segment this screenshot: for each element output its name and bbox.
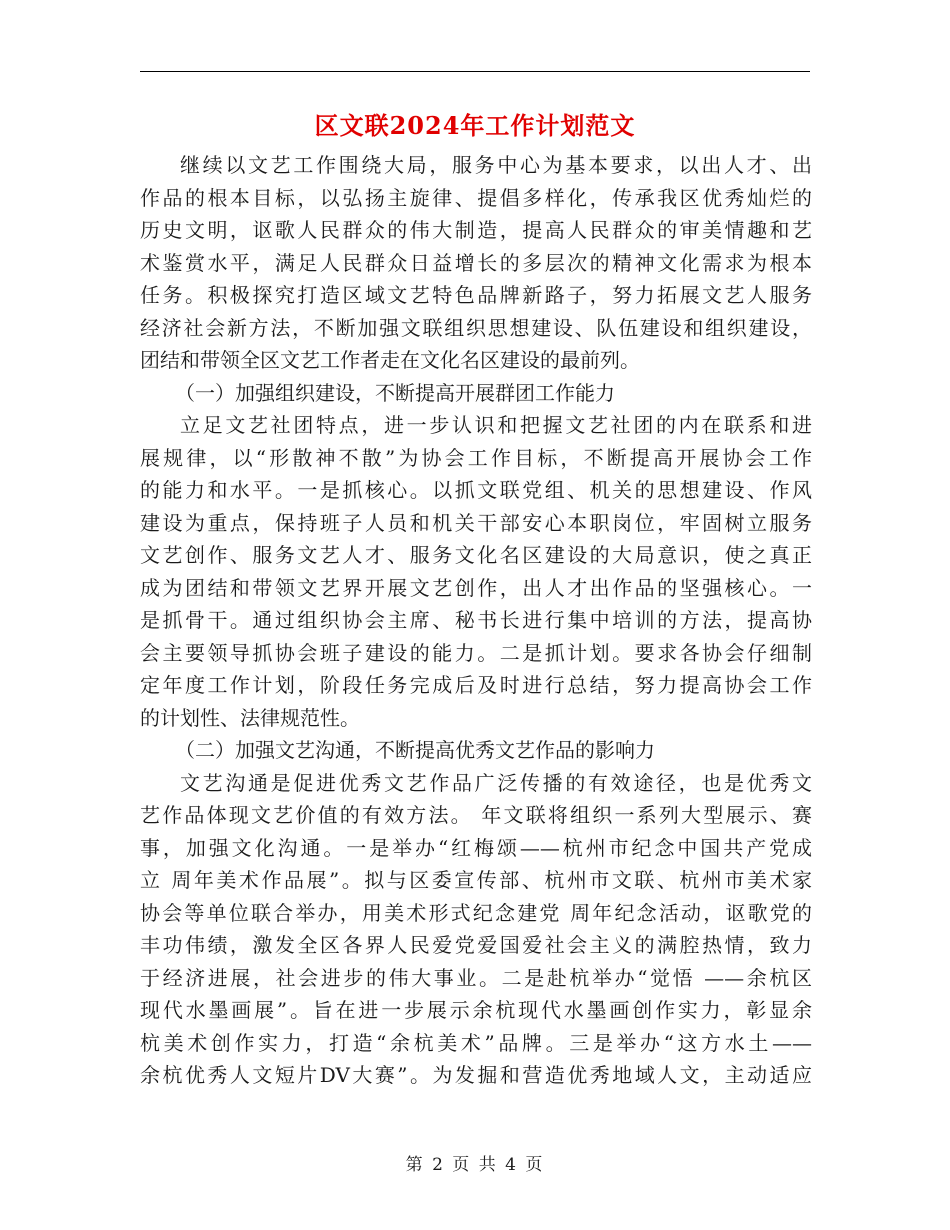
paragraph-line: 历史文明，讴歌人民群众的伟大制造，提高人民群众的审美情趣和艺 [140, 218, 812, 242]
paragraph-line: 任务。积极探究打造区域文艺特色品牌新路子，努力拓展文艺人服务 [140, 283, 812, 307]
paragraph-line: 作品的根本目标，以弘扬主旋律、提倡多样化，传承我区优秀灿烂的 [140, 185, 812, 210]
paragraph-line: 成为团结和带领文艺界开展文艺创作，出人才出作品的坚强核心。一 [140, 575, 812, 600]
section-heading: （二）加强文艺沟通，不断提高优秀文艺作品的影响力 [175, 738, 655, 762]
paragraph-line: 建设为重点，保持班子人员和机关干部安心本职岗位，牢固树立服务 [140, 510, 812, 535]
section-heading: （一）加强组织建设，不断提高开展群团工作能力 [175, 380, 615, 405]
paragraph-line: 团结和带领全区文艺工作者走在文化名区建设的最前列。 [140, 348, 640, 372]
paragraph-line: 展规律，以“形散神不散”为协会工作目标，不断提高开展协会工作 [140, 445, 812, 470]
paragraph-line: 立 周年美术作品展”。拟与区委宣传部、杭州市文联、杭州市美术家 [140, 868, 812, 892]
paragraph-line: 的计划性、法律规范性。 [140, 705, 360, 730]
paragraph-line: 是抓骨干。通过组织协会主席、秘书长进行集中培训的方法，提高协 [140, 608, 812, 632]
paragraph-line: 文艺沟通是促进优秀文艺作品广泛传播的有效途径，也是优秀文 [180, 770, 812, 795]
paragraph-line: 协会等单位联合举办，用美术形式纪念建党 周年纪念活动，讴歌党的 [140, 900, 812, 925]
paragraph-line: 的能力和水平。一是抓核心。以抓文联党组、机关的思想建设、作风 [140, 478, 812, 502]
paragraph-line: 余杭优秀人文短片DV大赛”。为发掘和营造优秀地域人文，主动适应 [140, 1063, 812, 1087]
paragraph-line: 丰功伟绩，激发全区各界人民爱党爱国爱社会主义的满腔热情，致力 [140, 933, 812, 957]
paragraph-line: 立足文艺社团特点，进一步认识和把握文艺社团的内在联系和进 [180, 413, 812, 437]
paragraph-line: 定年度工作计划，阶段任务完成后及时进行总结，努力提高协会工作 [140, 673, 812, 697]
paragraph-line: 术鉴赏水平，满足人民群众日益增长的多层次的精神文化需求为根本 [140, 250, 812, 275]
paragraph-line: 会主要领导抓协会班子建设的能力。二是抓计划。要求各协会仔细制 [140, 640, 812, 665]
paragraph-line: 继续以文艺工作围绕大局，服务中心为基本要求，以出人才、出 [180, 153, 812, 177]
paragraph-line: 杭美术创作实力，打造“余杭美术”品牌。三是举办“这方水土—— [140, 1030, 812, 1055]
document-body [140, 149, 812, 1092]
document-title: 区文联2024年工作计划范文 [314, 111, 636, 140]
paragraph-line: 于经济进展，社会进步的伟大事业。二是赴杭举办“觉悟 ——余杭区 [140, 965, 812, 990]
paragraph-line: 事，加强文化沟通。一是举办“红梅颂——杭州市纪念中国共产党成 [140, 835, 812, 860]
header-rule [140, 71, 810, 72]
paragraph-line: 经济社会新方法，不断加强文联组织思想建设、队伍建设和组织建设， [140, 315, 812, 340]
page-number-footer: 第 2 页 共 4 页 [405, 1155, 545, 1175]
paragraph-line: 现代水墨画展”。旨在进一步展示余杭现代水墨画创作实力，彰显余 [140, 998, 812, 1022]
paragraph-line: 艺作品体现文艺价值的有效方法。 年文联将组织一系列大型展示、赛 [140, 803, 812, 827]
paragraph-line: 文艺创作、服务文艺人才、服务文化名区建设的大局意识，使之真正 [140, 543, 812, 567]
